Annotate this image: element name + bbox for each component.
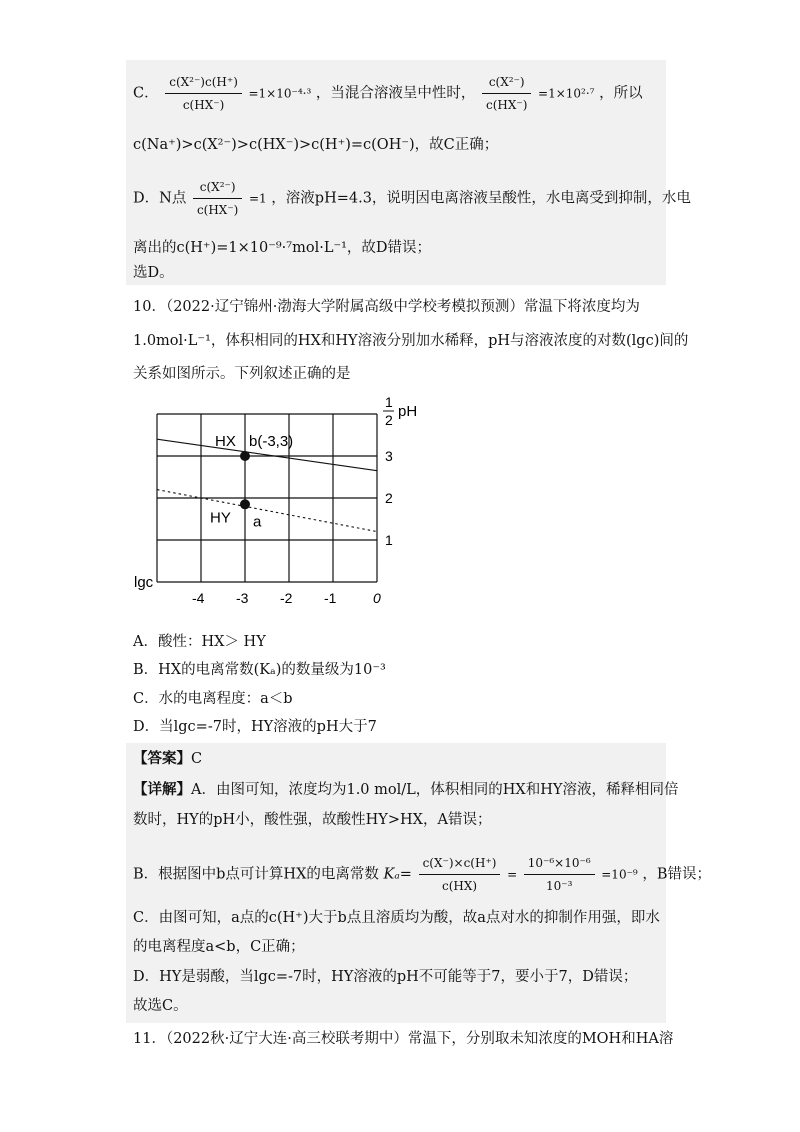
- x-tick-label: -3: [236, 590, 249, 606]
- series-label-hx: HX: [215, 433, 236, 450]
- solution-d-line: D．N点 $\frac{\text{c(X²⁻)}}{c(HX^-)}$ =1 ，溶液pH=4.3，说明因电离溶液呈酸性，水电离受到抑制，水电: [133, 177, 691, 220]
- x-tick-label: -4: [192, 590, 205, 606]
- option-c: C．水的电离程度：a＜b: [133, 691, 293, 707]
- solution-d-line2: 离出的c(H⁺)=1×10⁻⁹·⁷mol·L⁻¹，故D错误；: [133, 240, 432, 256]
- option-d: D．当lgc=-7时，HY溶液的pH大于7: [133, 719, 377, 735]
- fraction: $\frac{\text{10⁻⁶×10⁻⁶}}{\text{10⁻³}}$: [524, 853, 595, 896]
- fraction: $\frac{\text{c(X²⁻)c(H⁺)}}{c(HX^-)}$: [165, 72, 242, 115]
- question-10-line3: 关系如图所示。下列叙述正确的是: [133, 366, 351, 382]
- solution-select: 选D。: [133, 265, 174, 281]
- x-tick-label: -1: [324, 590, 337, 606]
- detail-b: B．根据图中b点可计算HX的电离常数 Kₐ= $\frac{c(X^-)\times c(H^+)}{c(HX)}$ = $\frac{\text{10⁻⁶×10⁻⁶}}{\text{10⁻³}}$ =10⁻⁹ ，B错误；: [133, 853, 711, 896]
- series-line-hy: [157, 490, 377, 532]
- option-a: A．酸性：HX＞ HY: [133, 634, 266, 650]
- detail-d1: D．HY是弱酸，当lgc=-7时，HY溶液的pH不可能等于7，要小于7，D错误；: [133, 969, 638, 985]
- question-10-line1: 10．（2022·辽宁锦州·渤海大学附属高级中学校考模拟预测）常温下将浓度均为: [133, 299, 640, 315]
- data-point-a: [240, 499, 250, 509]
- detail-c2: 的电离程度a<b，C正确；: [133, 939, 305, 955]
- point-label-b: b(-3,3): [249, 433, 294, 450]
- x-tick-label: -2: [280, 590, 293, 606]
- y-tick-label: 1: [385, 532, 393, 548]
- fraction: $\frac{\text{c(X²⁻)}}{c(HX^-)}$: [193, 177, 242, 220]
- question-10-line2: 1.0mol·L⁻¹，体积相同的HX和HY溶液分别加水稀释，pH与溶液浓度的对数(lgc)间的: [133, 333, 689, 349]
- fraction: $\frac{\text{c(X²⁻)}}{c(HX^-)}$: [482, 72, 531, 115]
- y-top-label: 2: [385, 412, 393, 428]
- detail-a2: 数时，HY的pH小，酸性强，故酸性HY>HX，A错误；: [133, 812, 492, 828]
- x-tick-label: 0: [373, 590, 381, 606]
- solution-c-line: C． $\frac{\text{c(X²⁻)c(H⁺)}}{c(HX^-)}$ =1×10⁻⁴·³ ，当混合溶液呈中性时， $\frac{\text{c(X²⁻)}}{c(HX^-)}$ =1×10²·⁷ ，所以: [133, 72, 643, 115]
- point-label-a: a: [253, 513, 262, 531]
- detail-c1: C．由图可知，a点的c(H⁺)大于b点且溶质均为酸，故a点对水的抑制作用强，即水: [133, 910, 660, 926]
- ph-lgc-chart: [130, 392, 420, 617]
- question-11-line1: 11．（2022秋·辽宁大连·高三校联考期中）常温下，分别取未知浓度的MOH和HA溶: [133, 1031, 674, 1047]
- fraction: $\frac{c(X^-)\times c(H^+)}{c(HX)}$: [419, 853, 501, 896]
- option-b: B．HX的电离常数(Kₐ)的数量级为10⁻³: [133, 662, 386, 678]
- detail-a1: 【详解】A．由图可知，浓度均为1.0 mol/L，体积相同的HX和HY溶液，稀释相同倍: [133, 781, 679, 798]
- y-axis-label: pH: [398, 403, 418, 420]
- solution-c-order: c(Na⁺)>c(X²⁻)>c(HX⁻)>c(H⁺)=c(OH⁻)，故C正确；: [133, 137, 499, 153]
- data-point-b: [240, 451, 250, 461]
- y-top-label: 1: [385, 394, 393, 410]
- detail-select: 故选C。: [133, 998, 188, 1014]
- y-tick-label: 2: [385, 490, 393, 506]
- y-tick-label: 3: [385, 448, 393, 464]
- answer-line: 【答案】C: [133, 750, 203, 767]
- x-axis-label: lgc: [134, 574, 154, 591]
- series-label-hy: HY: [210, 509, 231, 527]
